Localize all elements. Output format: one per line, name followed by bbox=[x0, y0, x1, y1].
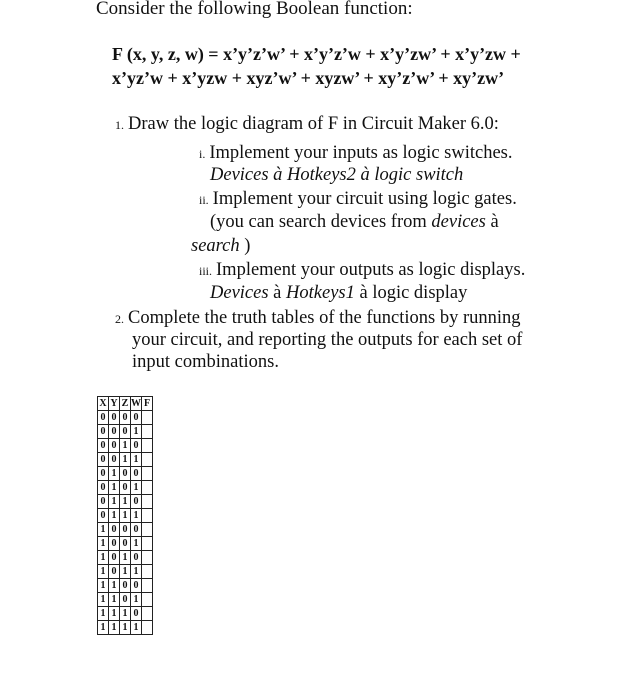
sub-item-ii-line2-em: devices bbox=[431, 212, 486, 232]
input-cell: 0 bbox=[120, 425, 131, 439]
table-row bbox=[98, 621, 153, 635]
header-y: Y bbox=[110, 398, 118, 409]
item-2 bbox=[115, 308, 521, 329]
input-cell: 0 bbox=[120, 593, 131, 607]
table-row bbox=[98, 411, 153, 425]
output-cell[interactable] bbox=[142, 481, 153, 495]
input-cell: 1 bbox=[131, 621, 142, 635]
sub-item-ii-line-2 bbox=[210, 212, 499, 233]
output-cell[interactable] bbox=[142, 607, 153, 621]
input-cell: 1 bbox=[131, 425, 142, 439]
sub-item-ii-text: Implement your circuit using logic gates. bbox=[212, 189, 517, 209]
input-cell: 0 bbox=[131, 607, 142, 621]
sub-item-i-path: Devices à Hotkeys2 à logic switch bbox=[210, 165, 464, 185]
input-cell: 1 bbox=[120, 453, 131, 467]
input-cell: 1 bbox=[109, 467, 120, 481]
output-cell[interactable] bbox=[142, 495, 153, 509]
input-cell: 1 bbox=[120, 607, 131, 621]
sub-item-i-text: Implement your inputs as logic switches. bbox=[209, 143, 513, 163]
input-cell: 0 bbox=[131, 411, 142, 425]
table-row bbox=[98, 453, 153, 467]
table-row bbox=[98, 565, 153, 579]
output-cell[interactable] bbox=[142, 439, 153, 453]
input-cell: 0 bbox=[98, 411, 109, 425]
output-cell[interactable] bbox=[142, 537, 153, 551]
function-line-1: F (x, y, z, w) = x’y’z’w’ + x’y’z’w + x’y’zw’ + x’y’zw + bbox=[112, 44, 521, 64]
header-x: X bbox=[99, 398, 107, 409]
header-w: W bbox=[131, 398, 141, 409]
input-cell: 1 bbox=[98, 551, 109, 565]
header-z: Z bbox=[120, 397, 131, 411]
table-row bbox=[98, 579, 153, 593]
input-cell: 1 bbox=[120, 495, 131, 509]
output-cell[interactable] bbox=[142, 551, 153, 565]
output-cell[interactable] bbox=[142, 593, 153, 607]
intro-text: Consider the following Boolean function: bbox=[96, 0, 413, 19]
output-cell[interactable] bbox=[142, 621, 153, 635]
item-2-line-3: input combinations. bbox=[132, 352, 279, 372]
input-cell: 1 bbox=[98, 593, 109, 607]
input-cell: 1 bbox=[98, 607, 109, 621]
input-cell: 0 bbox=[131, 579, 142, 593]
sub-item-ii-line3-em: search bbox=[191, 236, 240, 256]
sub-item-ii-line2-pre: (you can search devices from bbox=[210, 212, 432, 232]
input-cell: 0 bbox=[131, 439, 142, 453]
input-cell: 1 bbox=[109, 621, 120, 635]
sub-item-ii-line2-post: à bbox=[485, 212, 499, 232]
sub-item-iii-path-em2: Hotkeys1 bbox=[286, 283, 355, 303]
input-cell: 1 bbox=[131, 453, 142, 467]
output-cell[interactable] bbox=[142, 565, 153, 579]
input-cell: 0 bbox=[120, 523, 131, 537]
table-row bbox=[98, 537, 153, 551]
input-cell: 0 bbox=[109, 565, 120, 579]
header-f: F bbox=[142, 397, 153, 411]
sub-item-iii-number: iii. bbox=[199, 264, 213, 278]
input-cell: 0 bbox=[120, 537, 131, 551]
input-cell: 0 bbox=[120, 467, 131, 481]
item-2-line-1: Complete the truth tables of the functions by running bbox=[128, 308, 521, 328]
item-2-line-2: your circuit, and reporting the outputs for each set of bbox=[132, 330, 523, 350]
input-cell: 0 bbox=[98, 481, 109, 495]
input-cell: 1 bbox=[120, 509, 131, 523]
output-cell[interactable] bbox=[142, 523, 153, 537]
table-row bbox=[98, 593, 153, 607]
truth-table-header-row bbox=[98, 397, 153, 411]
table-row bbox=[98, 439, 153, 453]
input-cell: 1 bbox=[131, 509, 142, 523]
table-row bbox=[98, 509, 153, 523]
sub-item-ii-line3-post: ) bbox=[239, 236, 251, 256]
sub-item-iii-text: Implement your outputs as logic displays. bbox=[216, 260, 526, 280]
input-cell: 0 bbox=[109, 453, 120, 467]
input-cell: 1 bbox=[120, 551, 131, 565]
input-cell: 0 bbox=[109, 425, 120, 439]
table-row bbox=[98, 607, 153, 621]
input-cell: 1 bbox=[98, 523, 109, 537]
table-row bbox=[98, 467, 153, 481]
input-cell: 0 bbox=[98, 495, 109, 509]
input-cell: 0 bbox=[131, 551, 142, 565]
input-cell: 0 bbox=[98, 425, 109, 439]
output-cell[interactable] bbox=[142, 579, 153, 593]
input-cell: 1 bbox=[131, 537, 142, 551]
truth-table bbox=[97, 396, 153, 635]
input-cell: 0 bbox=[131, 523, 142, 537]
input-cell: 1 bbox=[98, 621, 109, 635]
table-row bbox=[98, 425, 153, 439]
sub-item-iii-path-post: à logic display bbox=[354, 283, 468, 303]
input-cell: 1 bbox=[131, 565, 142, 579]
input-cell: 1 bbox=[109, 481, 120, 495]
item-1 bbox=[115, 114, 499, 135]
input-cell: 0 bbox=[109, 537, 120, 551]
sub-item-i-number: i. bbox=[199, 147, 206, 161]
table-row bbox=[98, 495, 153, 509]
input-cell: 0 bbox=[109, 523, 120, 537]
output-cell[interactable] bbox=[142, 467, 153, 481]
input-cell: 1 bbox=[120, 565, 131, 579]
input-cell: 1 bbox=[98, 565, 109, 579]
output-cell[interactable] bbox=[142, 453, 153, 467]
item-1-text: Draw the logic diagram of F in Circuit Maker 6.0: bbox=[128, 114, 499, 134]
input-cell: 1 bbox=[120, 621, 131, 635]
input-cell: 0 bbox=[131, 467, 142, 481]
input-cell: 0 bbox=[98, 467, 109, 481]
sub-item-iii-path-em1: Devices bbox=[210, 283, 269, 303]
output-cell[interactable] bbox=[142, 411, 153, 425]
sub-item-ii-number: ii. bbox=[199, 193, 209, 207]
input-cell: 1 bbox=[109, 495, 120, 509]
input-cell: 1 bbox=[131, 481, 142, 495]
output-cell[interactable] bbox=[142, 425, 153, 439]
input-cell: 0 bbox=[98, 509, 109, 523]
input-cell: 1 bbox=[120, 439, 131, 453]
input-cell: 1 bbox=[98, 579, 109, 593]
table-row bbox=[98, 551, 153, 565]
sub-item-iii-path bbox=[210, 283, 467, 304]
function-line-2: x’yz’w + x’yzw + xyz’w’ + xyzw’ + xy’z’w’ + xy’zw’ bbox=[112, 68, 505, 88]
item-1-number: 1. bbox=[115, 118, 124, 132]
output-cell[interactable] bbox=[142, 509, 153, 523]
input-cell: 0 bbox=[120, 481, 131, 495]
input-cell: 0 bbox=[98, 453, 109, 467]
input-cell: 0 bbox=[109, 411, 120, 425]
sub-item-ii-line-3 bbox=[191, 236, 250, 257]
input-cell: 1 bbox=[98, 537, 109, 551]
input-cell: 0 bbox=[98, 439, 109, 453]
input-cell: 0 bbox=[109, 439, 120, 453]
item-2-number: 2. bbox=[115, 312, 124, 326]
table-row bbox=[98, 481, 153, 495]
input-cell: 1 bbox=[109, 593, 120, 607]
input-cell: 0 bbox=[109, 551, 120, 565]
input-cell: 1 bbox=[131, 593, 142, 607]
table-row bbox=[98, 523, 153, 537]
input-cell: 1 bbox=[109, 579, 120, 593]
sub-item-iii-path-mid: à bbox=[268, 283, 287, 303]
sub-item-iii bbox=[199, 260, 525, 281]
sub-item-i bbox=[199, 143, 513, 164]
input-cell: 0 bbox=[120, 411, 131, 425]
input-cell: 0 bbox=[120, 579, 131, 593]
input-cell: 1 bbox=[109, 607, 120, 621]
input-cell: 0 bbox=[131, 495, 142, 509]
input-cell: 1 bbox=[109, 509, 120, 523]
sub-item-ii bbox=[199, 189, 517, 210]
